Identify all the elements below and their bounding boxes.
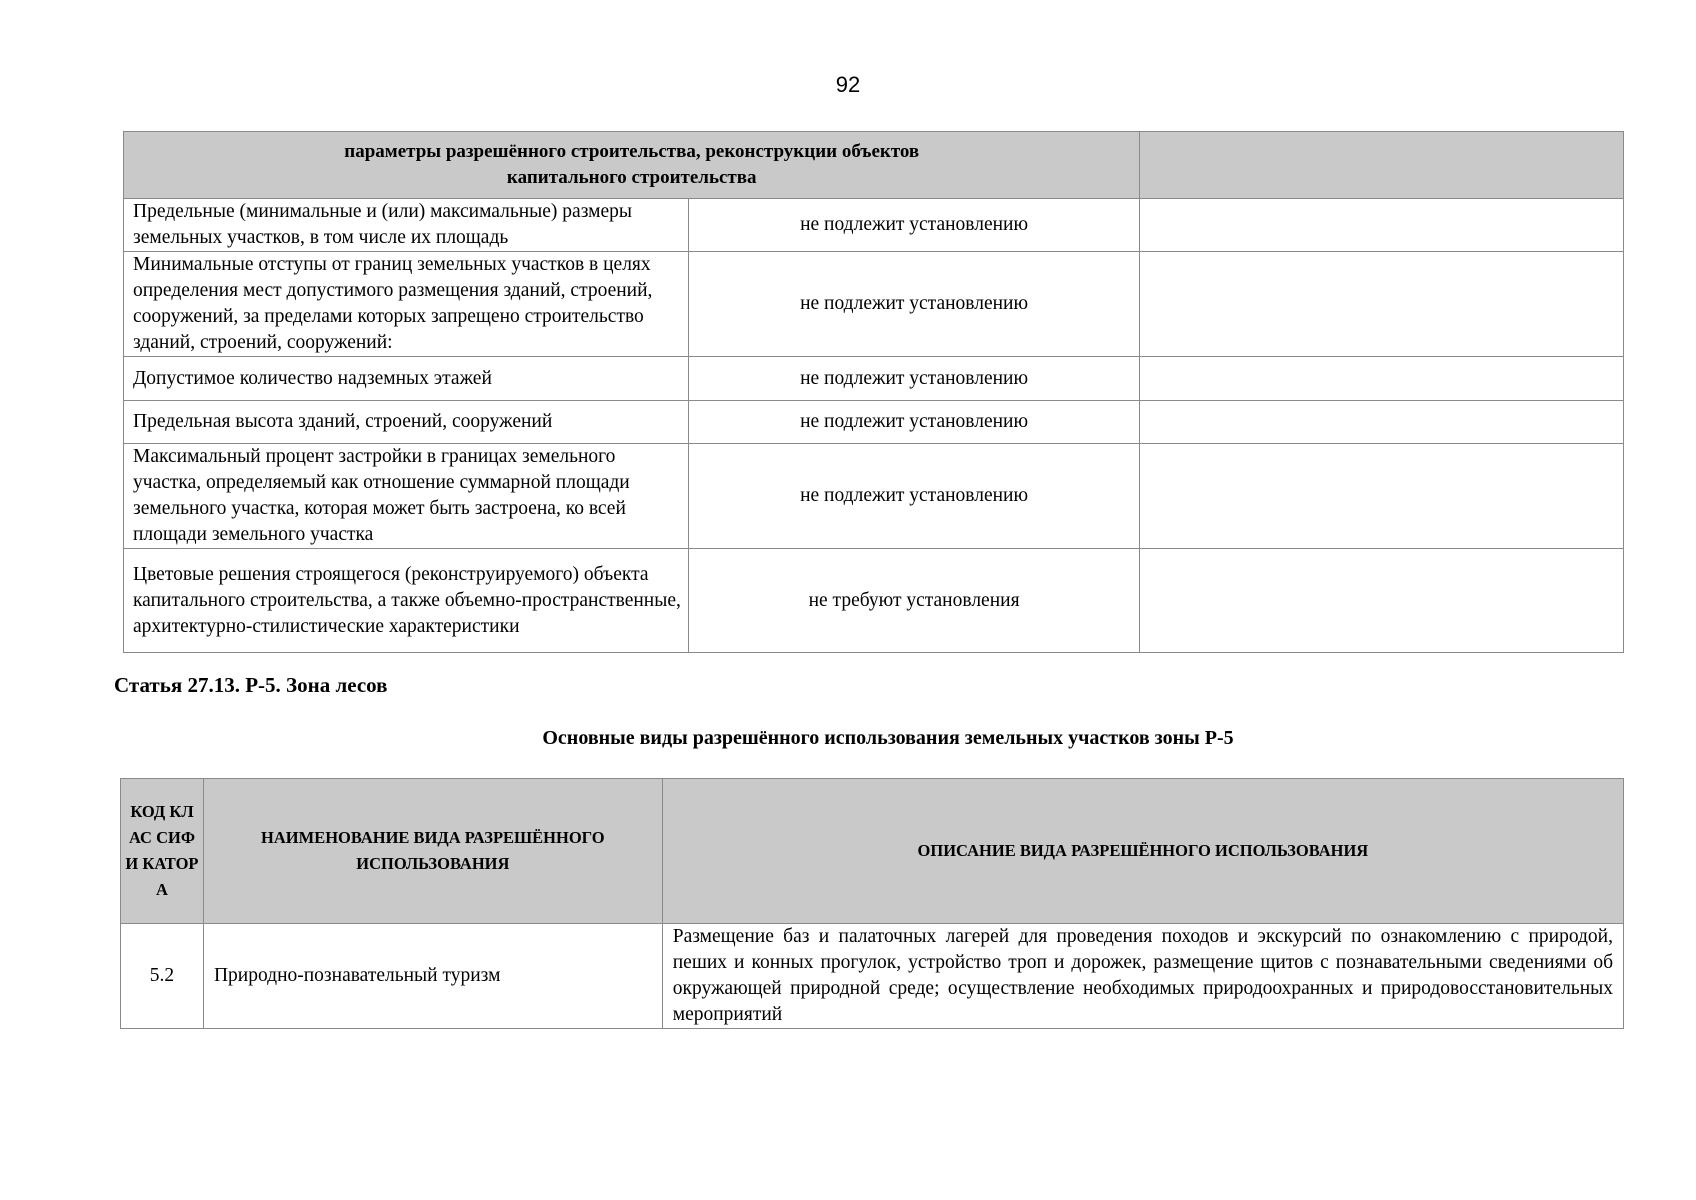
table-row (121, 924, 1624, 1029)
parameter-name: Минимальные отступы от границ земельных участков в целях определения мест допустимого размещения зданий, строений, сооружений, за пределами которых запрещено строительство зданий, строений, сооружений: (124, 252, 689, 357)
section-title: Статья 27.13. Р-5. Зона лесов (114, 673, 388, 697)
table-row (124, 549, 1624, 653)
parameter-value: не подлежит установлению (688, 444, 1140, 549)
parameter-value: не подлежит установлению (688, 357, 1140, 401)
parameter-value: не подлежит установлению (688, 401, 1140, 444)
parameter-name: Цветовые решения строящегося (реконструируемого) объекта капитального строительства, а также объемно-пространственные, архитектурно-стилистические характеристики (124, 549, 689, 653)
table-row (124, 252, 1624, 357)
header-description: ОПИСАНИЕ ВИДА РАЗРЕШЁННОГО ИСПОЛЬЗОВАНИЯ (662, 779, 1623, 924)
parameter-value: не подлежит установлению (688, 252, 1140, 357)
parameter-name: Предельная высота зданий, строений, сооружений (124, 401, 689, 444)
empty-cell (1140, 549, 1624, 653)
parameter-value: не требуют установления (688, 549, 1140, 653)
parameter-value: не подлежит установлению (688, 199, 1140, 252)
parameters-header-row (124, 132, 1624, 199)
table-row (124, 444, 1624, 549)
table-row (124, 401, 1624, 444)
empty-cell (1140, 199, 1624, 252)
header-name: НАИМЕНОВАНИЕ ВИДА РАЗРЕШЁННОГО ИСПОЛЬЗОВАНИЯ (203, 779, 662, 924)
permitted-uses-table (120, 778, 1624, 1029)
parameter-name: Допустимое количество надземных этажей (124, 357, 689, 401)
header-code: КОД КЛАС СИФИ КАТОР А (121, 779, 204, 924)
table-row (124, 357, 1624, 401)
empty-cell (1140, 252, 1624, 357)
parameter-name: Максимальный процент застройки в границах земельного участка, определяемый как отношение суммарной площади земельного участка, которая может быть застроена, ко всей площади земельного участка (124, 444, 689, 549)
empty-cell (1140, 444, 1624, 549)
empty-cell (1140, 357, 1624, 401)
parameters-table (123, 131, 1624, 653)
permitted-uses-header-row (121, 779, 1624, 924)
use-name: Природно-познавательный туризм (203, 924, 662, 1029)
empty-cell (1140, 401, 1624, 444)
parameters-header-empty-cell (1140, 132, 1624, 199)
page-number: 92 (835, 72, 861, 97)
table-caption: Основные виды разрешённого использования земельных участков зоны Р-5 (542, 727, 1234, 749)
parameter-name: Предельные (минимальные и (или) максимальные) размеры земельных участков, в том числе их площадь (124, 199, 689, 252)
use-description: Размещение баз и палаточных лагерей для проведения походов и экскурсий по ознакомлению с природой, пеших и конных прогулок, устройство троп и дорожек, размещение щитов с познавательными сведениями об окружающей природной среде; осуществление необходимых природоохранных и природовосстановительных мероприятий (662, 924, 1623, 1029)
table-row (124, 199, 1624, 252)
use-code: 5.2 (121, 924, 204, 1029)
parameters-header: параметры разрешённого строительства, реконструкции объектов капитального строительства (124, 132, 1140, 199)
